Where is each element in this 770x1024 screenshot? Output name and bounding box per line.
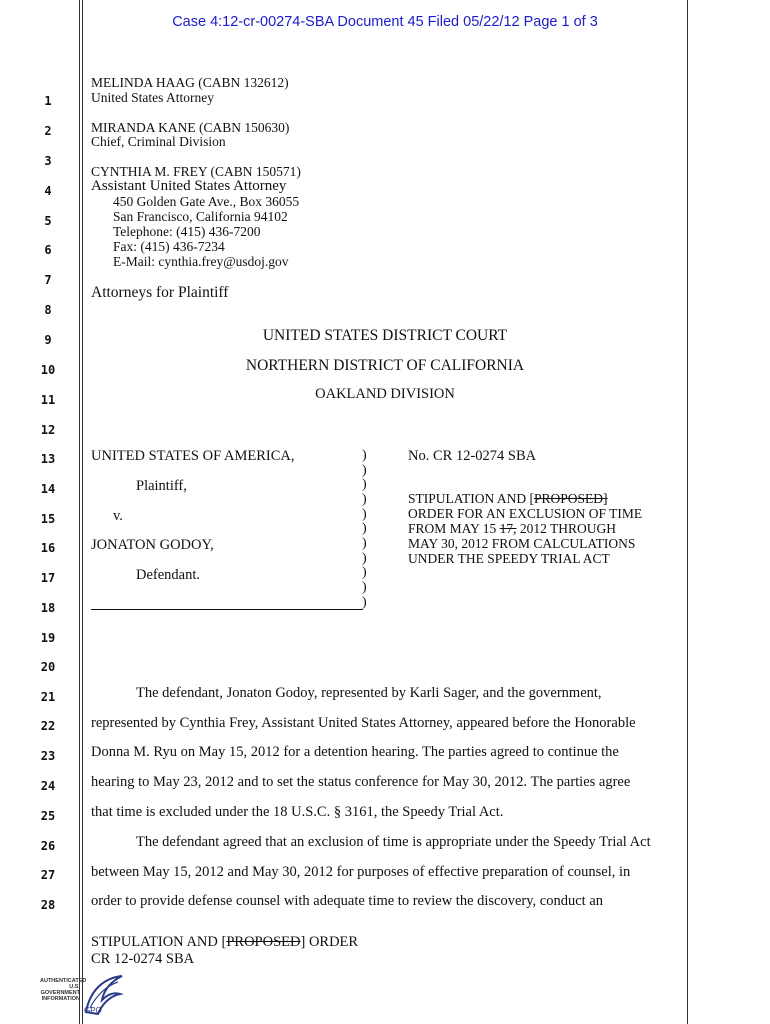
office-address-line: 450 Golden Gate Ave., Box 36055: [113, 194, 300, 209]
line-number: 21: [40, 690, 56, 704]
office-address-line: San Francisco, California 94102: [113, 209, 288, 224]
office-fax: Fax: (415) 436-7234: [113, 239, 225, 254]
document-title-text: STIPULATION AND [: [408, 491, 534, 506]
line-number: 19: [40, 631, 56, 645]
document-title-text: ORDER FOR AN EXCLUSION OF TIME: [408, 506, 643, 521]
body-line: Donna M. Ryu on May 15, 2012 for a detention hearing. The parties agreed to continue the: [91, 744, 619, 760]
right-margin-rule: [687, 0, 688, 1024]
caption-paren: ): [362, 565, 367, 580]
court-division: OAKLAND DIVISION: [315, 386, 455, 402]
caption-paren: ): [362, 580, 367, 595]
line-number: 5: [44, 214, 52, 228]
attorney-name: MIRANDA KANE (CABN 150630): [91, 120, 290, 135]
left-margin-rule-inner: [82, 0, 83, 1024]
court-name: UNITED STATES DISTRICT COURT: [262, 327, 508, 344]
struck-text: 17,: [499, 521, 517, 536]
caption-paren: ): [362, 536, 367, 551]
caption-paren: ): [362, 463, 367, 478]
document-title-text: UNDER THE SPEEDY TRIAL ACT: [408, 551, 610, 566]
gpo-authentication-seal: [40, 972, 130, 1018]
attorney-title: United States Attorney: [91, 90, 214, 105]
line-number: 17: [40, 571, 56, 585]
gpo-label: GPO: [84, 1006, 102, 1015]
line-number: 6: [44, 243, 52, 257]
caption-underline: [91, 609, 363, 610]
body-line: that time is excluded under the 18 U.S.C. § 3161, the Speedy Trial Act.: [91, 804, 504, 820]
case-number: No. CR 12-0274 SBA: [408, 448, 537, 464]
caption-paren: ): [362, 477, 367, 492]
plaintiff-name: UNITED STATES OF AMERICA,: [91, 448, 295, 464]
line-number: 20: [40, 660, 56, 674]
document-title-text: FROM MAY 15: [408, 521, 500, 536]
office-email: E-Mail: cynthia.frey@usdoj.gov: [113, 254, 289, 269]
line-number: 15: [40, 512, 56, 526]
line-number: 25: [40, 809, 56, 823]
footer-case-number: CR 12-0274 SBA: [91, 951, 195, 967]
body-line: order to provide defense counsel with adequate time to review the discovery, conduct an: [91, 893, 604, 909]
caption-paren: ): [362, 507, 367, 522]
line-number: 26: [40, 839, 56, 853]
plaintiff-label: Plaintiff,: [136, 478, 187, 494]
line-number: 18: [40, 601, 56, 615]
attorney-name: CYNTHIA M. FREY (CABN 150571): [91, 164, 301, 179]
line-number: 11: [40, 393, 56, 407]
line-number: 13: [40, 452, 56, 466]
body-line: represented by Cynthia Frey, Assistant United States Attorney, appeared before the Honorable: [91, 715, 636, 731]
attorneys-for-party: Attorneys for Plaintiff: [91, 284, 229, 301]
seal-text-line: INFORMATION: [41, 996, 80, 1002]
line-number: 23: [40, 749, 56, 763]
attorney-title: Chief, Criminal Division: [91, 134, 226, 149]
line-number: 3: [44, 154, 52, 168]
line-number: 28: [40, 898, 56, 912]
body-line: between May 15, 2012 and May 30, 2012 for purposes of effective preparation of counsel, in: [91, 864, 631, 880]
attorney-name: MELINDA HAAG (CABN 132612): [91, 75, 289, 90]
caption-paren: ): [362, 595, 367, 610]
court-district: NORTHERN DISTRICT OF CALIFORNIA: [245, 357, 525, 374]
struck-text: PROPOSED: [226, 934, 301, 950]
defendant-label: Defendant.: [136, 567, 201, 583]
line-number: 1: [44, 94, 52, 108]
line-number: 12: [40, 423, 56, 437]
caption-paren: ): [362, 521, 367, 536]
line-number: 14: [40, 482, 56, 496]
left-margin-rule-outer: [79, 0, 80, 1024]
seal-text-line: AUTHENTICATED: [40, 978, 87, 984]
body-line: hearing to May 23, 2012 and to set the status conference for May 30, 2012. The parties agree: [91, 774, 631, 790]
line-number: 4: [44, 184, 52, 198]
caption-paren: ): [362, 448, 367, 463]
footer-text: STIPULATION AND [: [91, 934, 227, 950]
line-number: 22: [40, 719, 56, 733]
caption-paren: ): [362, 551, 367, 566]
line-number: 24: [40, 779, 56, 793]
defendant-name: JONATON GODOY,: [91, 537, 214, 553]
caption-paren: ): [362, 492, 367, 507]
line-number: 9: [44, 333, 52, 347]
line-number: 10: [40, 363, 56, 377]
line-number: 7: [44, 273, 52, 287]
struck-text: PROPOSED]: [534, 491, 608, 506]
body-line: The defendant, Jonaton Godoy, represented by Karli Sager, and the government,: [136, 685, 602, 701]
line-number: 27: [40, 868, 56, 882]
line-number: 16: [40, 541, 56, 555]
footer-text: ] ORDER: [300, 934, 359, 950]
body-line: The defendant agreed that an exclusion of time is appropriate under the Speedy Trial Act: [136, 834, 651, 850]
case-header-stamp: Case 4:12-cr-00274-SBA Document 45 Filed 05/22/12 Page 1 of 3: [172, 14, 598, 30]
document-title-text: MAY 30, 2012 FROM CALCULATIONS: [408, 536, 636, 551]
line-number: 8: [44, 303, 52, 317]
line-number: 2: [44, 124, 52, 138]
attorney-title: Assistant United States Attorney: [91, 178, 287, 194]
office-telephone: Telephone: (415) 436-7200: [113, 224, 261, 239]
seal-text-line: U.S. GOVERNMENT: [40, 984, 80, 996]
versus: v.: [113, 508, 123, 524]
document-title-text: 2012 THROUGH: [516, 521, 617, 536]
